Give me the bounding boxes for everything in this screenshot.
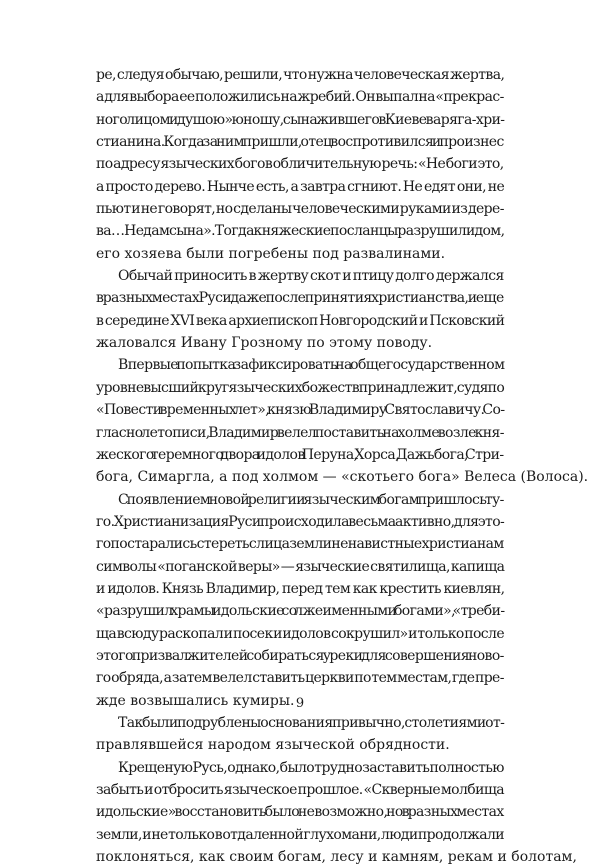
text-line: го постарались стереть с лица земли ненавистные христианам (96, 536, 504, 553)
text-line: Впервые попытка зафиксировать на общегосударственном (118, 357, 505, 374)
text-line: го. Христианизация Руси происходила весьма активно, для это- (96, 513, 505, 530)
text-line: жеского теремного двора идолов Перуна, Хорса, Дажьбога, Стри- (96, 446, 504, 463)
text-line: ного лицом и душою» юношу, сына жившего в Киеве варяга-хри- (96, 111, 505, 128)
text-line: Обычай приносить в жертву скот и птицу долго держался (118, 268, 504, 285)
text-line: символы «поганской веры» — языческие святилища, капища (96, 558, 505, 575)
text-line: забыть и отбросить языческое прошлое. «Скверные молбища (96, 782, 504, 798)
text-line: уровне высший круг языческих божеств принадлежит, судя по (96, 379, 505, 396)
paragraph (96, 265, 504, 354)
text-line: Так были подрублены основания привычно, столетиями от- (118, 714, 505, 731)
text-line: ва… Не дам сына». Тогда княжеские посланцы разрушили дом, (96, 223, 505, 240)
page-number: 9 (295, 696, 305, 711)
text-line: а для выбора ее положились на жребий. Он выпал на «прекрас- (96, 89, 504, 106)
text-line: Крещеную Русь, однако, было трудно заставить полностью (118, 759, 504, 776)
text-line: этого призвал жителей собираться у реки для совершения ново- (96, 647, 504, 664)
text-line: и идолов. Князь Владимир, перед тем как крестить киевлян, (96, 580, 505, 597)
text-line: правлявшейся народом языческой обрядности. (96, 737, 450, 754)
text-line: земли, и не только в отдаленной глухомани, люди продолжали (96, 826, 505, 843)
text-line: «разрушил храмы идольские со лжеименными богами», «треби- (96, 603, 505, 620)
text-line: стианина. Когда за ним пришли, отец воспротивился и произнес (96, 134, 504, 151)
text-line: поклоняться, как своим богам, лесу и камням, рекам и болотам, (96, 849, 577, 866)
text-line: идольские» восстановить было невозможно, но в разных местах (96, 804, 504, 821)
text-line: жде возвышались кумиры. (96, 692, 295, 709)
text-line: его хозяева были погребены под развалинами. (96, 245, 446, 262)
text-line: го обряда, а затем велел ставить церкви по тем местам, где пре- (96, 670, 504, 687)
text-line: а просто дерево. Нынче есть, а завтра сгниют. Не едят они, не (96, 178, 505, 195)
paragraph (96, 757, 577, 868)
text-line: пьют и не говорят, но сделаны человеческими руками из дере- (96, 201, 504, 218)
text-line: бога, Симаргла, а под холмом — «скотьего бога» Велеса (Волоса). (96, 469, 589, 486)
text-line: «Повести временных лет», князю Владимиру Святославичу. Со- (96, 402, 505, 419)
text-line: ре, следуя обычаю, решили, что нужна человеческая жертва, (96, 67, 505, 83)
text-line: в разных местах Руси даже после принятия христианства, и еще (96, 290, 504, 307)
text-line: жаловался Ивану Грозному по этому поводу. (96, 335, 433, 352)
body-text (96, 64, 589, 868)
text-line: гласно летописи, Владимир велел поставить на холме возле кня- (96, 424, 504, 441)
paragraph (96, 354, 589, 488)
paragraph (96, 489, 504, 712)
paragraph (96, 64, 504, 265)
text-line: С появлением новой религии языческим богам пришлось ту- (118, 491, 504, 508)
text-line: по адресу языческих богов обличительную речь: «Не боги это, (96, 156, 504, 173)
text-line: ща всюду раскопал и посек и идолов сокрушил» и только после (96, 625, 505, 642)
text-line: в середине XVI века архиепископ Новгородский и Псковский (96, 312, 505, 329)
